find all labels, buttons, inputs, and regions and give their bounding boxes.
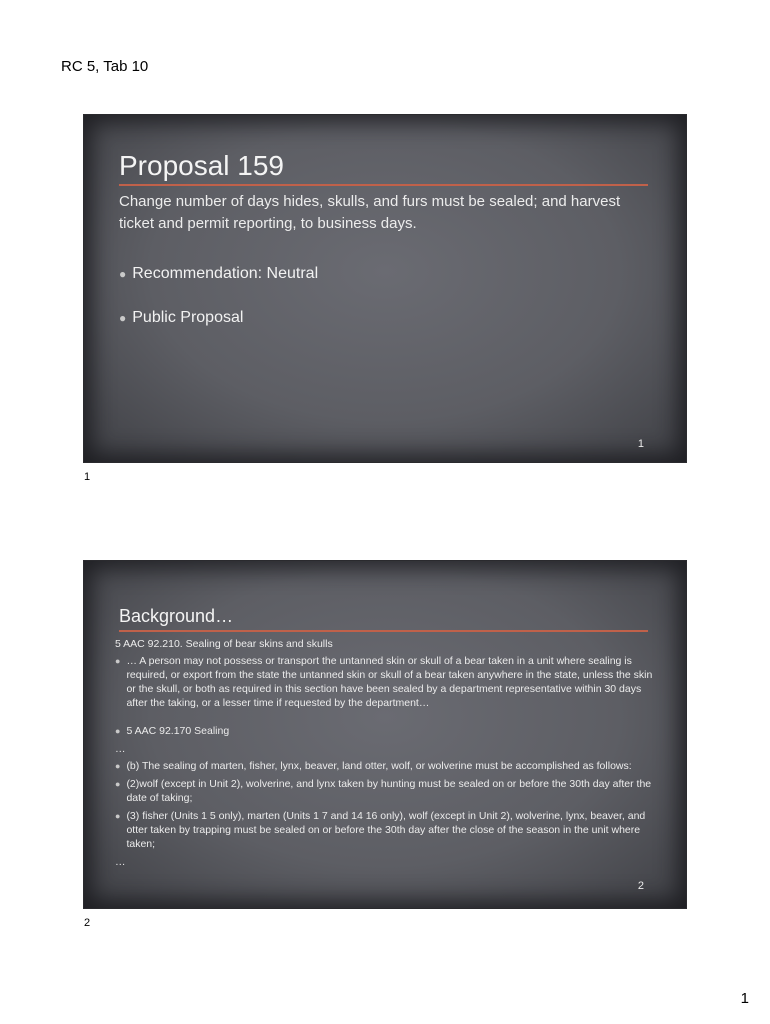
slide-caption-number: 2 (84, 917, 91, 929)
list-item-text: (2)wolf (except in Unit 2), wolverine, and lynx taken by hunting must be sealed on or before the 30th day after the date of taking; (126, 778, 652, 804)
bullet-text: Recommendation: Neutral (132, 265, 319, 282)
regulation-heading: 5 AAC 92.210. Sealing of bear skins and skulls (115, 638, 333, 650)
list-item (115, 759, 663, 773)
bullet-icon: ● (115, 726, 121, 736)
list-item (115, 654, 663, 710)
list-item (115, 777, 663, 805)
slide-2 (83, 560, 687, 909)
bullet-text: Public Proposal (132, 309, 244, 326)
bullet-icon: ● (115, 779, 121, 789)
bullet-item (119, 265, 318, 283)
title-rule (119, 630, 648, 632)
bullet-icon: ● (115, 761, 121, 771)
bullet-list (119, 265, 318, 353)
slide-page-number: 1 (637, 438, 644, 450)
bullet-icon: ● (115, 811, 121, 821)
ellipsis: … (115, 743, 126, 755)
list-item-text: (3) fisher (Units 1 5 only), marten (Units 1 7 and 14 16 only), wolf (except in Unit 2), wolverine, lynx, beaver, and otter taken by trapping must be sealed on or before the 30th day after the close of the season in the unit where taken; (126, 810, 646, 850)
bullet-icon: ● (119, 267, 127, 281)
slide-page-number: 2 (637, 880, 644, 892)
slide-title: Background… (119, 606, 234, 626)
bullet-item (119, 309, 318, 327)
title-rule (119, 184, 648, 186)
list-item-text: 5 AAC 92.170 Sealing (126, 725, 230, 737)
document-page-number: 1 (740, 990, 749, 1007)
bullet-icon: ● (115, 656, 121, 666)
slide-body (115, 637, 663, 872)
list-item (115, 724, 663, 738)
list-item-text: … A person may not possess or transport the untanned skin or skull of a bear taken in a unit where sealing is required, or export from the state the untanned skin or skull of a bear taken anywhere in the state, unless the skin or the skull, or both as required in this section have been sealed by a department representative within 30 days after the taking, or a lesser time if requested by the department… (126, 655, 653, 709)
slide-caption-number: 1 (84, 471, 91, 483)
list-item-text: (b) The sealing of marten, fisher, lynx, beaver, land otter, wolf, or wolverine must be accomplished as follows: (126, 760, 632, 772)
bullet-icon: ● (119, 311, 127, 325)
list-item (115, 809, 663, 851)
slide-subtitle: Change number of days hides, skulls, and furs must be sealed; and harvest ticket and permit reporting, to business days. (119, 193, 621, 232)
document-header-label: RC 5, Tab 10 (61, 58, 149, 75)
slide-title: Proposal 159 (119, 150, 285, 181)
slide-1 (83, 114, 687, 463)
ellipsis: … (115, 856, 126, 868)
